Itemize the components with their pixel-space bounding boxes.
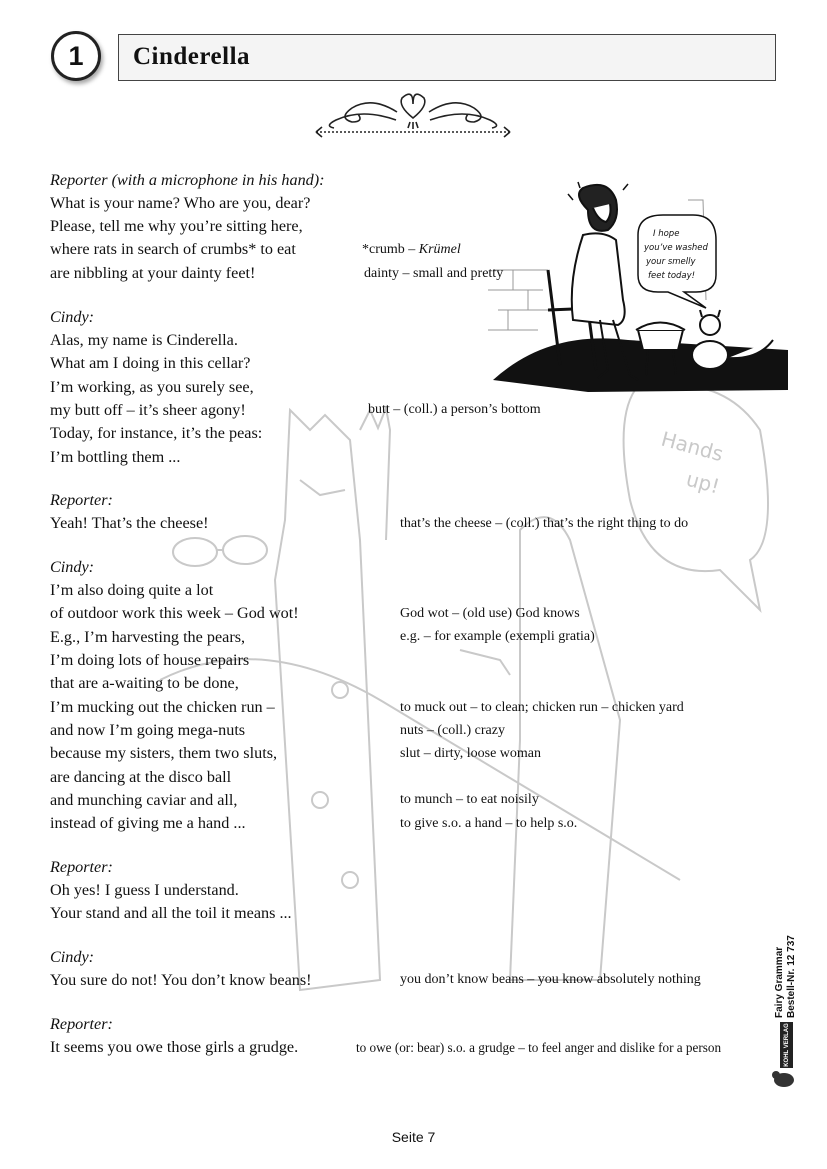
dialogue-line: It seems you owe those girls a grudge. [50, 1038, 299, 1056]
dialogue-line: You sure do not! You don’t know beans! [50, 971, 312, 989]
background-bubble-line1: Hands [658, 426, 726, 467]
sidebar-order-number: Bestell-Nr. 12 737 [786, 935, 797, 1018]
gloss-munch: to munch – to eat noisily [400, 792, 539, 807]
dialogue-line: Alas, my name is Cinderella. [50, 331, 238, 349]
dialogue-line: that are a-waiting to be done, [50, 674, 239, 692]
gloss-eg: e.g. – for example (exempli gratia) [400, 629, 595, 644]
speech-bubble-line4: feet today! [648, 271, 696, 281]
dialogue-line: Today, for instance, it’s the peas: [50, 424, 263, 442]
dialogue-line: I’m doing lots of house repairs [50, 651, 250, 669]
publisher-animal-icon [770, 1066, 796, 1088]
dialogue-line: where rats in search of crumbs* to eat [50, 240, 296, 258]
background-bubble-line2: up! [683, 466, 723, 499]
publisher-logo [780, 1022, 793, 1068]
speaker-label: Reporter: [50, 491, 113, 509]
dialogue-line: instead of giving me a hand ... [50, 814, 246, 832]
dialogue-line: What is your name? Who are you, dear? [50, 194, 311, 212]
speech-bubble-line2: you’ve washed [644, 243, 708, 253]
dialogue-line: are nibbling at your dainty feet! [50, 264, 256, 282]
title-box [118, 34, 776, 81]
dialogue-line: I’m also doing quite a lot [50, 581, 214, 599]
chapter-number: 1 [68, 40, 84, 71]
gloss-grudge: to owe (or: bear) s.o. a grudge – to feel anger and dislike for a person [356, 1040, 722, 1055]
dialogue-line: I’m bottling them ... [50, 448, 181, 466]
dialogue-line: my butt off – it’s sheer agony! [50, 401, 246, 419]
sidebar-series: Fairy Grammar [774, 946, 785, 1018]
speaker-label: Cindy: [50, 308, 95, 326]
gloss-beans: you don’t know beans – you know absolutely nothing [400, 972, 701, 987]
dialogue-line: and now I’m going mega-nuts [50, 721, 246, 739]
speaker-label: Cindy: [50, 948, 95, 966]
publisher-sidebar-text [774, 858, 814, 1018]
dialogue-line: Please, tell me why you’re sitting here, [50, 217, 303, 235]
gloss-hand: to give s.o. a hand – to help s.o. [400, 816, 578, 831]
gloss-slut: slut – dirty, loose woman [400, 746, 542, 761]
gloss-cheese: that’s the cheese – (coll.) that’s the right thing to do [400, 516, 689, 531]
speaker-label: Reporter: [50, 1015, 113, 1033]
page-title: Cinderella [133, 43, 251, 70]
speaker-label: Cindy: [50, 558, 95, 576]
dialogue-line: Your stand and all the toil it means ... [50, 904, 292, 922]
speaker-label: Reporter: [50, 858, 113, 876]
speech-bubble-line3: your smelly [646, 257, 696, 267]
gloss-wot: God wot – (old use) God knows [400, 606, 580, 621]
gloss-dainty: dainty – small and pretty [364, 266, 504, 281]
dialogue-line: and munching caviar and all, [50, 791, 238, 809]
gloss-crumb-german: Krümel [418, 242, 461, 257]
gloss-crumb [362, 240, 461, 260]
dialogue-line: I’m working, as you surely see, [50, 378, 254, 396]
dialogue-line: Oh yes! I guess I understand. [50, 881, 239, 899]
gloss-butt: butt – (coll.) a person’s bottom [368, 402, 541, 417]
dialogue-line: of outdoor work this week – God wot! [50, 604, 299, 622]
dialogue-line: Yeah! That’s the cheese! [50, 514, 209, 532]
gloss-nuts: nuts – (coll.) crazy [400, 723, 505, 738]
dialogue-line: I’m mucking out the chicken run – [50, 698, 275, 716]
speech-bubble-line1: I hope [653, 229, 680, 239]
dialogue-line: What am I doing in this cellar? [50, 354, 251, 372]
ornament-divider [312, 90, 514, 144]
dialogue-line: are dancing at the disco ball [50, 768, 232, 786]
gloss-muck: to muck out – to clean; chicken run – chicken yard [400, 700, 684, 715]
cinderella-cartoon [488, 180, 788, 398]
page-number: Seite 7 [391, 1129, 436, 1145]
publisher-sidebar [768, 930, 808, 1090]
gloss-crumb-english: *crumb – [362, 242, 419, 257]
dialogue-line: because my sisters, them two sluts, [50, 744, 278, 762]
speaker-label: Reporter (with a microphone in his hand): [50, 171, 325, 189]
dialogue-line: E.g., I’m harvesting the pears, [50, 628, 246, 646]
publisher-logo-text: KOHL VERLAG [783, 1023, 790, 1067]
chapter-number-badge [51, 31, 101, 81]
